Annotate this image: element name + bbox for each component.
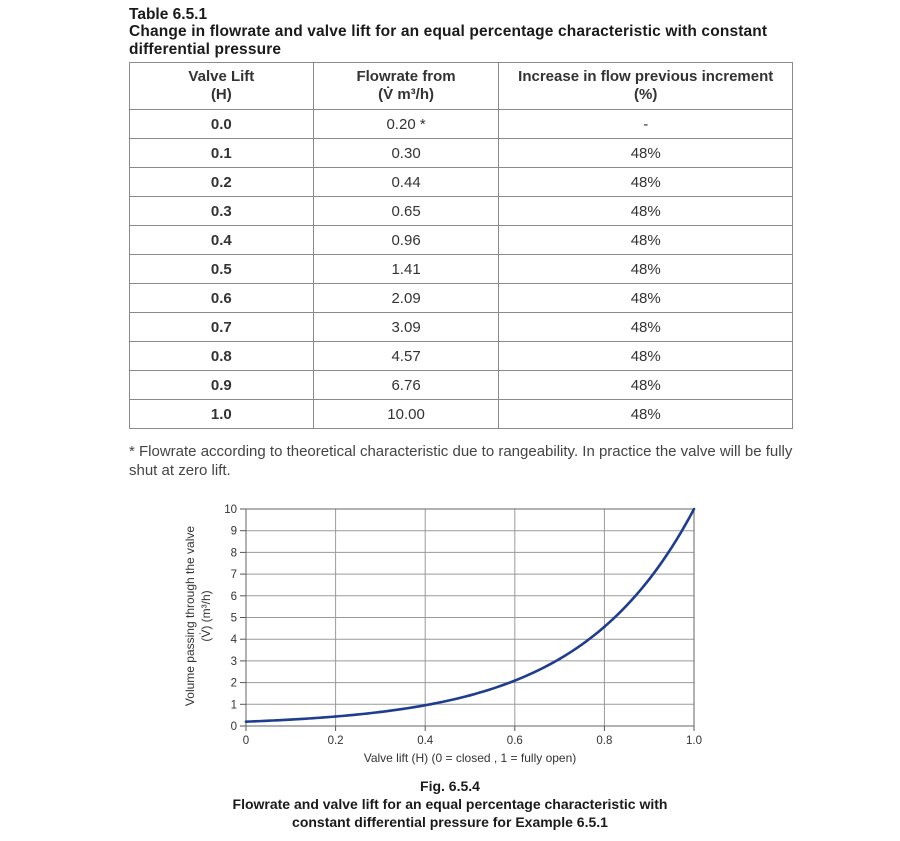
y-tick-label: 0 <box>230 721 237 733</box>
chart-tick-labels <box>224 504 702 747</box>
y-tick-label: 5 <box>230 612 237 625</box>
cell-increase: 48% <box>499 313 793 342</box>
y-axis-label-line2: (V̇) (m³/h) <box>199 590 213 642</box>
cell-increase: 48% <box>499 168 793 197</box>
y-tick-label: 10 <box>224 504 237 516</box>
y-tick-label: 9 <box>230 525 237 538</box>
table-row <box>130 371 793 400</box>
flowrate-chart <box>180 498 720 773</box>
y-tick-label: 2 <box>230 677 237 690</box>
cell-lift: 1.0 <box>130 400 314 429</box>
cell-flow: 1.41 <box>313 255 499 284</box>
x-tick-label: 1.0 <box>686 735 702 747</box>
cell-lift: 0.7 <box>130 313 314 342</box>
data-point <box>469 694 472 697</box>
table-title: Change in flowrate and valve lift for an equal percentage characteristic with constant differential pressure <box>129 23 768 58</box>
table-row <box>130 168 793 197</box>
table-row <box>130 110 793 139</box>
x-axis-label: Valve lift (H) (0 = closed , 1 = fully open) <box>363 751 577 765</box>
cell-lift: 0.1 <box>130 139 314 168</box>
cell-lift: 0.4 <box>130 226 314 255</box>
data-point <box>514 679 517 682</box>
table-footnote: * Flowrate according to theoretical characteristic due to rangeability. In practice the valve will be fully shut at zero lift. <box>129 443 793 479</box>
table-row <box>130 400 793 429</box>
cell-flow: 3.09 <box>313 313 499 342</box>
cell-lift: 0.3 <box>130 197 314 226</box>
data-point <box>558 658 561 661</box>
cell-increase: 48% <box>499 197 793 226</box>
cell-increase: 48% <box>499 226 793 255</box>
data-point <box>379 711 382 714</box>
series-line <box>246 509 694 722</box>
cell-lift: 0.6 <box>130 284 314 313</box>
x-tick-label: 0.8 <box>596 735 613 747</box>
table-header-row <box>130 63 793 110</box>
table-row <box>130 284 793 313</box>
cell-increase: - <box>499 110 793 139</box>
cell-lift: 0.8 <box>130 342 314 371</box>
cell-lift: 0.0 <box>130 110 314 139</box>
x-tick-label: 0.4 <box>417 735 434 747</box>
header-valve-lift-line1: Valve Lift <box>188 68 255 85</box>
table-row <box>130 139 793 168</box>
figure-title-line1: Flowrate and valve lift for an equal percentage characteristic with <box>232 796 668 812</box>
cell-increase: 48% <box>499 284 793 313</box>
y-tick-label: 7 <box>230 569 237 582</box>
data-point <box>334 715 337 718</box>
cell-increase: 48% <box>499 342 793 371</box>
cell-flow: 0.30 <box>313 139 499 168</box>
table-row <box>130 342 793 371</box>
cell-flow: 0.44 <box>313 168 499 197</box>
data-point <box>693 508 696 511</box>
cell-increase: 48% <box>499 400 793 429</box>
x-tick-label: 0 <box>242 735 250 747</box>
table-row <box>130 226 793 255</box>
cell-increase: 48% <box>499 255 793 284</box>
y-tick-label: 8 <box>230 547 237 560</box>
header-flowrate <box>313 63 499 110</box>
y-tick-label: 3 <box>230 655 237 668</box>
chart-grid <box>240 509 694 731</box>
cell-flow: 10.00 <box>313 400 499 429</box>
data-point <box>290 718 293 721</box>
data-point <box>424 704 427 707</box>
cell-flow: 6.76 <box>313 371 499 400</box>
data-point <box>603 626 606 629</box>
y-tick-label: 1 <box>230 699 237 712</box>
y-tick-label: 6 <box>230 590 237 603</box>
y-tick-label: 4 <box>230 634 237 647</box>
cell-increase: 48% <box>499 139 793 168</box>
y-axis-label-line1: Volume passing through the valve <box>183 525 197 707</box>
header-valve-lift-line2: (H) <box>210 86 232 103</box>
header-increase <box>499 63 793 110</box>
figure-title <box>0 795 900 831</box>
figure-title-line2: constant differential pressure for Example 6.5.1 <box>292 814 608 830</box>
x-tick-label: 0.2 <box>327 735 344 747</box>
cell-flow: 0.96 <box>313 226 499 255</box>
cell-flow: 0.65 <box>313 197 499 226</box>
header-flowrate-line1: Flowrate from <box>356 68 456 85</box>
cell-increase: 48% <box>499 371 793 400</box>
cell-lift: 0.5 <box>130 255 314 284</box>
cell-flow: 4.57 <box>313 342 499 371</box>
flowrate-table <box>129 62 793 429</box>
table-row <box>130 313 793 342</box>
data-point <box>245 720 248 723</box>
cell-flow: 0.20 * <box>313 110 499 139</box>
table-row <box>130 197 793 226</box>
cell-lift: 0.2 <box>130 168 314 197</box>
x-tick-label: 0.6 <box>506 735 523 747</box>
table-row <box>130 255 793 284</box>
data-point <box>648 578 651 581</box>
table-label: Table 6.5.1 <box>129 6 208 23</box>
series-points <box>245 508 696 723</box>
cell-lift: 0.9 <box>130 371 314 400</box>
cell-flow: 2.09 <box>313 284 499 313</box>
header-increase-line2: (%) <box>634 86 658 103</box>
figure-label: Fig. 6.5.4 <box>420 778 480 794</box>
header-increase-line1: Increase in flow previous increment <box>518 68 774 85</box>
header-flowrate-line2: (V̇ m³/h) <box>378 86 434 103</box>
header-valve-lift <box>130 63 314 110</box>
